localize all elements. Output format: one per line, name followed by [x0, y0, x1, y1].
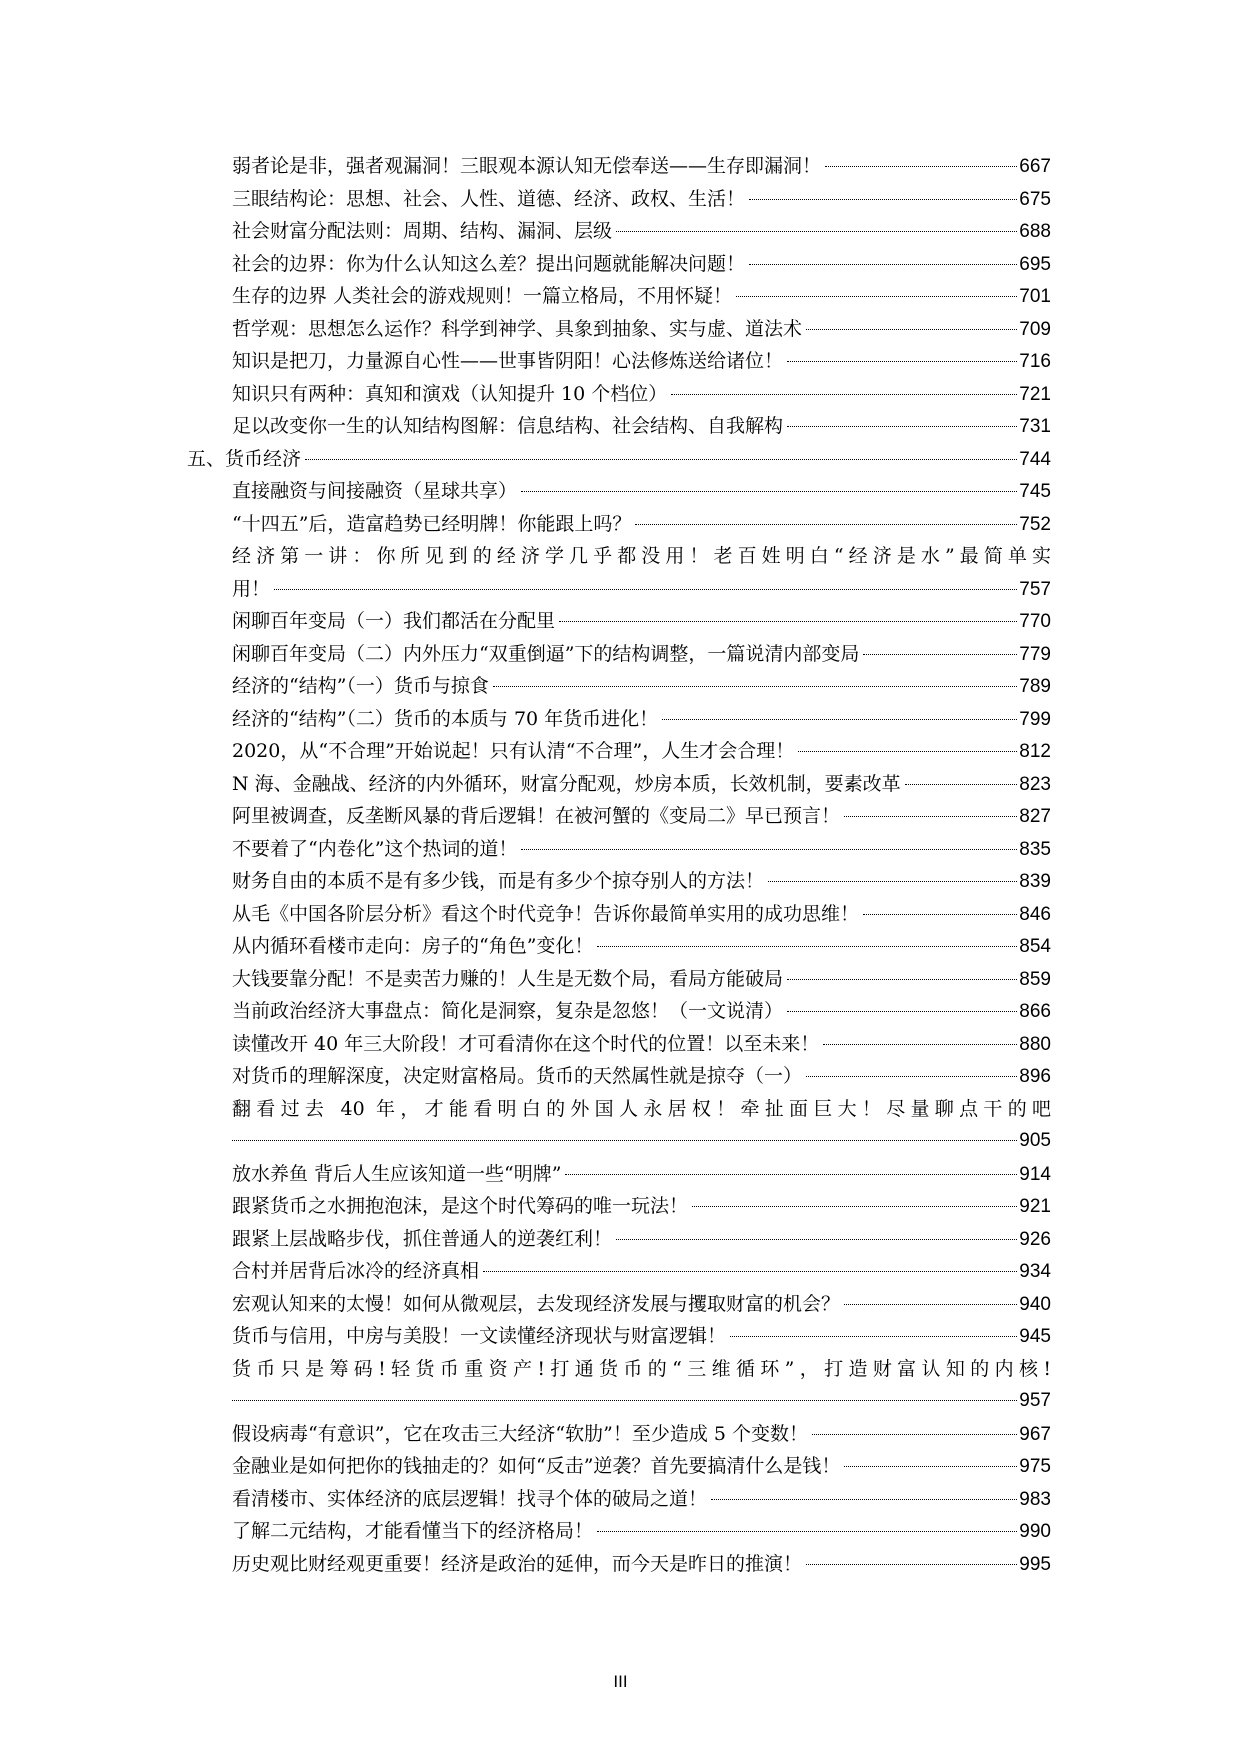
toc-entry-page: 926	[1019, 1228, 1051, 1250]
toc-entry-title: 闲聊百年变局（一）我们都活在分配里	[232, 610, 556, 632]
toc-entry[interactable]	[187, 508, 1051, 541]
toc-entry-title: 当前政治经济大事盘点：简化是洞察，复杂是忽悠！（一文说清）	[232, 1000, 784, 1022]
toc-entry-title: 社会的边界：你为什么认知这么差？提出问题就能解决问题！	[232, 252, 746, 275]
toc-entry-page: 859	[1019, 968, 1051, 990]
toc-leader-dots	[616, 231, 1017, 232]
toc-entry-page: 839	[1019, 871, 1051, 892]
toc-leader-dots	[787, 1011, 1017, 1012]
toc-entry-page: 905	[1019, 1130, 1051, 1151]
toc-entry-title: 直接融资与间接融资（星球共享）	[232, 480, 518, 502]
toc-entry-page: 789	[1019, 676, 1051, 697]
toc-leader-dots	[616, 1239, 1017, 1240]
toc-entry[interactable]	[187, 1158, 1051, 1191]
toc-entry-page: 921	[1019, 1196, 1051, 1217]
toc-entry[interactable]	[187, 1418, 1051, 1451]
toc-entry[interactable]	[187, 638, 1051, 671]
toc-entry-title-line1: 经济第一讲：你所见到的经济学几乎都没用！老百姓明白“经济是水”最简单实	[232, 545, 1051, 567]
toc-entry-page: 945	[1019, 1326, 1051, 1347]
toc-entry-page: 880	[1019, 1033, 1051, 1055]
toc-section-title: 五、货币经济	[187, 447, 302, 470]
toc-entry[interactable]	[187, 150, 1051, 183]
toc-leader-dots	[905, 784, 1018, 785]
toc-entry-continuation	[232, 1385, 1051, 1418]
toc-entry[interactable]	[187, 735, 1051, 768]
toc-entry-title: 从内循环看楼市走向：房子的“角色”变化！	[232, 935, 594, 957]
table-of-contents	[187, 150, 1051, 1580]
toc-leader-dots	[806, 329, 1017, 330]
toc-entry-page: 812	[1019, 741, 1051, 762]
toc-entry-title: 金融业是如何把你的钱抽走的？如何“反击”逆袭？首先要搞清什么是钱！	[232, 1455, 841, 1477]
toc-entry-page: 721	[1019, 383, 1051, 405]
toc-entry-title: 读懂改开 40 年三大阶段！才可看清你在这个时代的位置！以至未来！	[232, 1032, 820, 1055]
toc-entry[interactable]	[187, 1515, 1051, 1548]
toc-entry[interactable]	[187, 995, 1051, 1028]
toc-leader-dots	[559, 621, 1017, 622]
toc-entry-page: 983	[1019, 1488, 1051, 1510]
toc-entry-title: 闲聊百年变局（二）内外压力“双重倒逼”下的结构调整，一篇说清内部变局	[232, 642, 860, 665]
toc-leader-dots	[825, 166, 1017, 167]
toc-entry[interactable]	[187, 1483, 1051, 1516]
toc-entry-title: 哲学观：思想怎么运作？科学到神学、具象到抽象、实与虚、道法术	[232, 317, 803, 340]
toc-entry-title: 知识只有两种：真知和演戏（认知提升 10 个档位）	[232, 382, 668, 405]
toc-entry-title: 宏观认知来的太慢！如何从微观层，去发现经济发展与攫取财富的机会？	[232, 1292, 841, 1315]
toc-section-page: 744	[1019, 448, 1051, 470]
toc-leader-dots	[483, 1271, 1017, 1272]
toc-entry[interactable]	[187, 345, 1051, 378]
toc-entry[interactable]	[187, 800, 1051, 833]
toc-leader-dots	[597, 946, 1017, 947]
toc-leader-dots	[844, 816, 1017, 817]
toc-entry-title: 阿里被调查，反垄断风暴的背后逻辑！在被河蟹的《变局二》早已预言！	[232, 805, 841, 827]
toc-entry-title: “十四五”后，造富趋势已经明牌！你能跟上吗？	[232, 512, 632, 535]
toc-entry-page: 731	[1019, 416, 1051, 437]
toc-entry-page: 779	[1019, 643, 1051, 665]
toc-entry-page: 770	[1019, 611, 1051, 632]
toc-entry-page: 745	[1019, 481, 1051, 502]
toc-entry-title: 合村并居背后冰冷的经济真相	[232, 1260, 480, 1282]
toc-entry-title: 财务自由的本质不是有多少钱，而是有多少个掠夺别人的方法！	[232, 870, 765, 892]
toc-entry-page: 866	[1019, 1001, 1051, 1022]
toc-entry-page: 896	[1019, 1066, 1051, 1087]
toc-entry-page: 967	[1019, 1423, 1051, 1445]
toc-entry[interactable]	[187, 898, 1051, 931]
toc-leader-dots	[844, 1466, 1017, 1467]
toc-entry[interactable]	[187, 865, 1051, 898]
toc-entry[interactable]	[187, 475, 1051, 508]
toc-entry-title: 历史观比财经观更重要！经济是政治的延伸，而今天是昨日的推演！	[232, 1552, 803, 1575]
toc-entry[interactable]	[187, 280, 1051, 313]
toc-leader-dots	[863, 654, 1017, 655]
toc-entry-title: 不要着了“内卷化”这个热词的道！	[232, 837, 518, 860]
toc-entry-page: 995	[1019, 1553, 1051, 1575]
toc-entry-title: 2020，从“不合理”开始说起！只有认清“不合理”，人生才会合理！	[232, 740, 795, 762]
toc-entry-page: 835	[1019, 838, 1051, 860]
toc-entry-page: 688	[1019, 221, 1051, 242]
toc-entry-page: 827	[1019, 806, 1051, 827]
toc-entry-page: 990	[1019, 1521, 1051, 1542]
toc-entry-title: 看清楼市、实体经济的底层逻辑！找寻个体的破局之道！	[232, 1487, 708, 1510]
toc-entry-page: 709	[1019, 318, 1051, 340]
toc-entry-page: 695	[1019, 253, 1051, 275]
toc-entry-page: 667	[1019, 156, 1051, 177]
toc-leader-dots	[736, 296, 1017, 297]
toc-entry-title: 三眼结构论：思想、社会、人性、道德、经济、政权、生活！	[232, 187, 746, 210]
toc-entry-title: 对货币的理解深度，决定财富格局。货币的天然属性就是掠夺（一）	[232, 1065, 803, 1087]
toc-leader-dots	[730, 1336, 1017, 1337]
toc-entry[interactable]	[187, 1288, 1051, 1321]
toc-entry-title: 弱者论是非，强者观漏洞！三眼观本源认知无偿奉送——生存即漏洞！	[232, 155, 822, 177]
toc-leader-dots	[768, 881, 1017, 882]
toc-entry[interactable]	[187, 703, 1051, 736]
toc-leader-dots	[232, 1400, 1017, 1401]
toc-entry[interactable]	[187, 1190, 1051, 1223]
toc-entry-page: 823	[1019, 773, 1051, 795]
toc-leader-dots	[844, 1304, 1017, 1305]
toc-entry-page: 914	[1019, 1163, 1051, 1185]
toc-entry-continuation	[232, 1125, 1051, 1158]
toc-leader-dots	[787, 979, 1017, 980]
toc-entry-title: 跟紧上层战略步伐，抓住普通人的逆袭红利！	[232, 1227, 613, 1250]
toc-entry-title: 社会财富分配法则：周期、结构、漏洞、层级	[232, 220, 613, 242]
toc-entry-title: 放水养鱼 背后人生应该知道一些“明牌”	[232, 1162, 562, 1185]
toc-leader-dots	[232, 1140, 1017, 1141]
toc-entry-title: 大钱要靠分配！不是卖苦力赚的！人生是无数个局，看局方能破局	[232, 967, 784, 990]
toc-entry-title-line1: 翻看过去 40 年，才能看明白的外国人永居权！牵扯面巨大！尽量聊点干的吧	[232, 1097, 1051, 1120]
toc-leader-dots	[635, 524, 1017, 525]
toc-entry-title: 从毛《中国各阶层分析》看这个时代竞争！告诉你最简单实用的成功思维！	[232, 902, 860, 925]
toc-entry[interactable]	[187, 963, 1051, 996]
toc-leader-dots	[787, 426, 1017, 427]
toc-entry[interactable]	[187, 1028, 1051, 1061]
toc-entry-continuation	[232, 573, 1051, 606]
toc-entry[interactable]	[187, 378, 1051, 411]
toc-entry-title-line1: 货币只是筹码!轻货币重资产!打通货币的“三维循环”，打造财富认知的内核!	[232, 1357, 1051, 1380]
toc-entry[interactable]	[187, 1320, 1051, 1353]
toc-entry[interactable]	[187, 1255, 1051, 1288]
toc-entry-title-line2: 用！	[232, 577, 271, 600]
toc-entry-title: 假设病毒“有意识”，它在攻击三大经济“软肋”！至少造成 5 个变数！	[232, 1422, 809, 1445]
toc-leader-dots	[597, 1531, 1017, 1532]
toc-leader-dots	[749, 264, 1017, 265]
toc-entry[interactable]	[187, 768, 1051, 801]
toc-entry[interactable]	[187, 1223, 1051, 1256]
toc-leader-dots	[812, 1434, 1017, 1435]
toc-entry[interactable]	[187, 215, 1051, 248]
toc-entry-title: 生存的边界 人类社会的游戏规则！一篇立格局，不用怀疑！	[232, 285, 733, 307]
toc-entry[interactable]	[187, 183, 1051, 216]
toc-leader-dots	[806, 1076, 1017, 1077]
toc-leader-dots	[521, 491, 1017, 492]
toc-entry-page: 934	[1019, 1261, 1051, 1282]
toc-entry-page: 757	[1019, 578, 1051, 600]
toc-entry-title: N 海、金融战、经济的内外循环，财富分配观，炒房本质，长效机制，要素改革	[232, 772, 901, 795]
toc-entry-page: 701	[1019, 286, 1051, 307]
toc-leader-dots	[798, 751, 1017, 752]
toc-entry[interactable]	[187, 313, 1051, 346]
toc-entry[interactable]	[187, 1093, 1051, 1158]
toc-entry[interactable]	[187, 540, 1051, 605]
toc-entry-title: 知识是把刀，力量源自心性——世事皆阴阳！心法修炼送给诸位！	[232, 350, 784, 372]
toc-entry-title: 经济的“结构”（一）货币与掠食	[232, 675, 489, 697]
toc-leader-dots	[806, 1564, 1017, 1565]
toc-section-heading[interactable]	[187, 443, 1051, 476]
toc-leader-dots	[671, 394, 1017, 395]
toc-entry[interactable]	[187, 833, 1051, 866]
toc-entry[interactable]	[187, 1060, 1051, 1093]
toc-leader-dots	[274, 589, 1017, 590]
toc-leader-dots	[662, 719, 1017, 720]
toc-entry-page: 752	[1019, 513, 1051, 535]
toc-entry[interactable]	[187, 410, 1051, 443]
toc-leader-dots	[711, 1499, 1017, 1500]
toc-entry[interactable]	[187, 670, 1051, 703]
toc-entry[interactable]	[187, 605, 1051, 638]
toc-entry-page: 957	[1019, 1390, 1051, 1411]
toc-entry-title: 货币与信用，中房与美股！一文读懂经济现状与财富逻辑！	[232, 1325, 727, 1347]
toc-leader-dots	[565, 1174, 1017, 1175]
toc-entry-title: 了解二元结构，才能看懂当下的经济格局！	[232, 1520, 594, 1542]
toc-entry-page: 799	[1019, 708, 1051, 730]
page-number: III	[613, 1672, 628, 1691]
toc-entry-title: 跟紧货币之水拥抱泡沫，是这个时代筹码的唯一玩法！	[232, 1195, 689, 1217]
toc-leader-dots	[787, 361, 1017, 362]
toc-entry[interactable]	[187, 1450, 1051, 1483]
toc-leader-dots	[749, 199, 1017, 200]
toc-entry[interactable]	[187, 1353, 1051, 1418]
toc-entry-title: 足以改变你一生的认知结构图解：信息结构、社会结构、自我解构	[232, 415, 784, 437]
toc-entry-page: 716	[1019, 351, 1051, 372]
toc-entry[interactable]	[187, 248, 1051, 281]
toc-leader-dots	[692, 1206, 1017, 1207]
toc-entry-page: 675	[1019, 188, 1051, 210]
toc-entry-title: 经济的“结构”（二）货币的本质与 70 年货币进化！	[232, 707, 659, 730]
toc-entry[interactable]	[187, 1548, 1051, 1581]
toc-entry-page: 846	[1019, 903, 1051, 925]
toc-leader-dots	[305, 459, 1017, 460]
toc-entry-page: 854	[1019, 936, 1051, 957]
toc-entry-page: 940	[1019, 1293, 1051, 1315]
toc-entry-page: 975	[1019, 1456, 1051, 1477]
toc-leader-dots	[493, 686, 1017, 687]
toc-leader-dots	[823, 1044, 1017, 1045]
toc-leader-dots	[521, 849, 1017, 850]
toc-entry[interactable]	[187, 930, 1051, 963]
toc-leader-dots	[863, 914, 1017, 915]
